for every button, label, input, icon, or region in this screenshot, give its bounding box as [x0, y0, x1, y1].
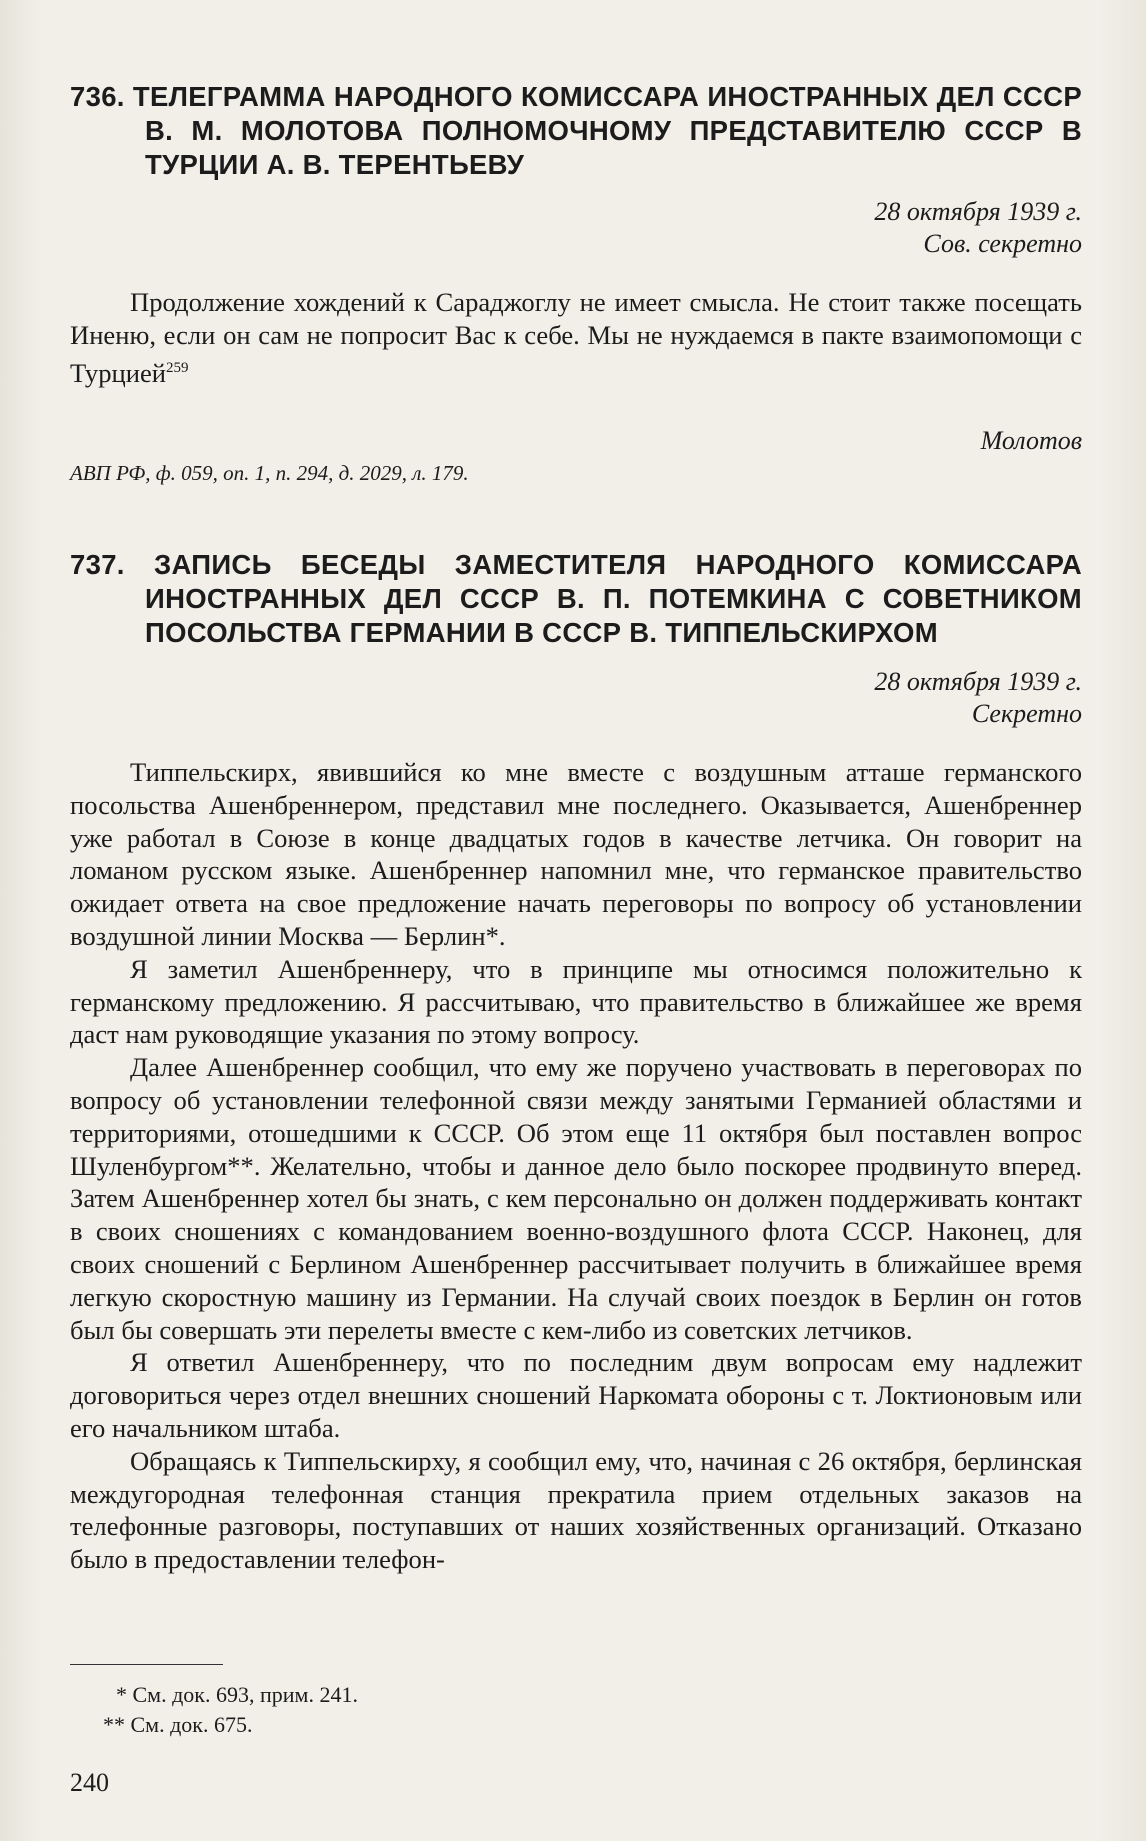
- page-number: 240: [70, 1768, 109, 1797]
- footnote-2: ** См. док. 675.: [103, 1712, 253, 1737]
- doc-737-paragraph-4: Я ответил Ашенбреннеру, что по последним двум вопросам ему надлежит договориться через отдел внешних сношений Наркомата обороны с т. Локтионовым или его начальником штаба.: [70, 1347, 1082, 1443]
- doc-736-title: 736. ТЕЛЕГРАММА НАРОДНОГО КОМИССАРА ИНОСТРАННЫХ ДЕЛ СССР В. М. МОЛОТОВА ПОЛНОМОЧНОМУ ПРЕДСТАВИТЕЛЮ СССР В ТУРЦИИ А. В. ТЕРЕНТЬЕВУ: [70, 81, 1082, 180]
- doc-736-paragraph: Продолжение хождений к Сараджоглу не имеет смысла. Не стоит также посещать Иненю, если он сам не попросит Вас к себе. Мы не нуждаемся в пакте взаимопомощи с Турцией$^{259}$: [70, 287, 1082, 388]
- doc-736-date: 28 октября 1939 г.: [874, 197, 1082, 226]
- doc-736-note-ref: 259: [166, 359, 189, 376]
- doc-737-paragraph-5: Обращаясь к Типпельскирху, я сообщил ему, что, начиная с 26 октября, берлинская междугородная телефонная станция прекратила прием отдельных заказов на телефонные разговоры, поступавших от наших хозяйственных организаций. Отказано было в предоставлении телефон-: [70, 1445, 1082, 1575]
- doc-736-classification: Сов. секретно: [923, 229, 1082, 258]
- doc-737-title: 737. ЗАПИСЬ БЕСЕДЫ ЗАМЕСТИТЕЛЯ НАРОДНОГО КОМИССАРА ИНОСТРАННЫХ ДЕЛ СССР В. П. ПОТЕМКИНА С СОВЕТНИКОМ ПОСОЛЬСТВА ГЕРМАНИИ В СССР В. ТИППЕЛЬСКИРХОМ: [70, 549, 1082, 648]
- doc-737-date: 28 октября 1939 г.: [874, 667, 1082, 696]
- doc-737-paragraph-3: Далее Ашенбреннер сообщил, что ему же поручено участвовать в переговорах по вопросу об установлении телефонной связи между занятыми Германией областями и территориями, отошедшими к СССР. Об этом еще 11 октября был поставлен вопрос Шуленбургом**. Желательно, чтобы и данное дело было поскорее продвинуто вперед. Затем Ашенбреннер хотел бы знать, с кем персонально он должен поддерживать контакт в своих сношениях с командованием военно-воздушного флота СССР. Наконец, для своих сношений с Берлином Ашенбреннер рассчитывает получить в ближайшее время легкую скоростную машину из Германии. На случай своих поездок в Берлин он готов был бы совершать эти перелеты вместе с кем-либо из советских летчиков.: [70, 1052, 1082, 1345]
- doc-737-classification: Секретно: [971, 699, 1082, 728]
- doc-736-archive-ref: АВП РФ, ф. 059, оп. 1, п. 294, д. 2029, л. 179.: [70, 461, 469, 486]
- doc-737: [70, 548, 1082, 1576]
- footnote-1: * См. док. 693, прим. 241.: [116, 1682, 358, 1707]
- doc-737-paragraph-2: Я заметил Ашенбреннеру, что в принципе мы относимся положительно к германскому предложению. Я рассчитываю, что правительство в ближайшее же время даст нам руководящие указания по этому вопросу.: [70, 953, 1082, 1050]
- doc-737-paragraph-1: Типпельскирх, явившийся ко мне вместе с воздушным атташе германского посольства Ашенбреннером, представил мне последнего. Оказывается, Ашенбреннер уже работал в Союзе в конце двадцатых годов в качестве летчика. Он говорит на ломаном русском языке. Ашенбреннер напомнил мне, что германское правительство ожидает ответа на свое предложение начать переговоры по вопросу об установлении воздушной линии Москва — Берлин*.: [70, 757, 1082, 951]
- footnote-divider: [70, 1664, 223, 1665]
- doc-736-body: [70, 286, 1082, 389]
- doc-736: [70, 80, 1082, 487]
- doc-737-body: [70, 756, 1082, 1576]
- doc-736-signature: Молотов: [980, 426, 1082, 456]
